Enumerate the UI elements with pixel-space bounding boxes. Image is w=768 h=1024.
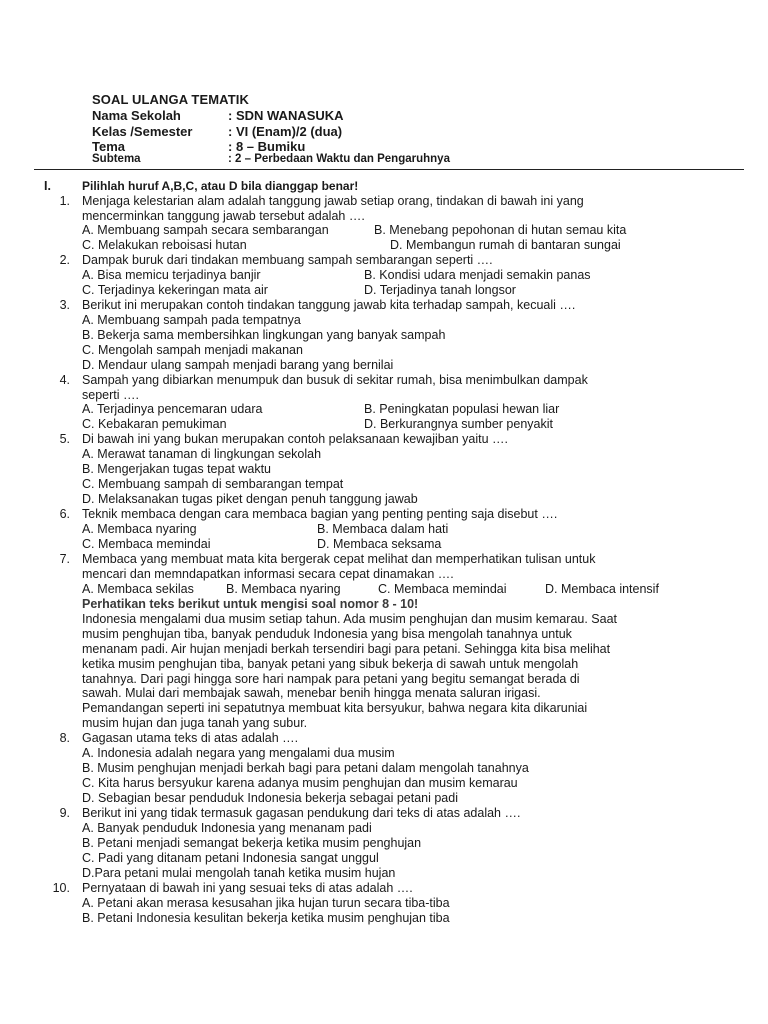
option-d: D. Berkurangnya sumber penyakit: [364, 417, 553, 431]
question-number: 10.: [52, 881, 70, 895]
option-b: B. Musim penghujan menjadi berkah bagi para petani dalam mengolah tanahnya: [82, 761, 529, 775]
option-d: D. Terjadinya tanah longsor: [364, 283, 516, 297]
option-d: D.Para petani mulai mengolah tanah ketika musim hujan: [82, 866, 396, 880]
question-number: 7.: [59, 552, 70, 566]
option-a: A. Banyak penduduk Indonesia yang menanam padi: [82, 821, 372, 835]
question-text: Sampah yang dibiarkan menumpuk dan busuk di sekitar rumah, bisa menimbulkan dampak: [82, 373, 588, 387]
option-d: D. Membangun rumah di bantaran sungai: [390, 238, 621, 252]
option-b: B. Menebang pepohonan di hutan semau kita: [374, 223, 627, 237]
header-label: Subtema: [92, 153, 141, 165]
question-text: Membaca yang membuat mata kita bergerak cepat melihat dan memperhatikan tulisan untuk: [82, 552, 596, 566]
passage-heading: Perhatikan teks berikut untuk mengisi soal nomor 8 - 10!: [82, 597, 419, 611]
section-number: I.: [44, 179, 51, 193]
option-a: A. Terjadinya pencemaran udara: [82, 402, 263, 416]
question-text: mencari dan memndapatkan informasi secara cepat dinamakan ….: [82, 567, 454, 581]
option-b: B. Peningkatan populasi hewan liar: [364, 402, 560, 416]
option-a: A. Membaca sekilas: [82, 582, 194, 596]
question-number: 3.: [59, 298, 70, 312]
option-b: B. Membaca dalam hati: [317, 522, 449, 536]
question-text: Berikut ini yang tidak termasuk gagasan pendukung dari teks di atas adalah ….: [82, 806, 521, 820]
question-number: 8.: [59, 731, 70, 745]
option-a: A. Bisa memicu terjadinya banjir: [82, 268, 261, 282]
question-text: Di bawah ini yang bukan merupakan contoh pelaksanaan kewajiban yaitu ….: [82, 432, 508, 446]
question-number: 5.: [59, 432, 70, 446]
question-text: Gagasan utama teks di atas adalah ….: [82, 731, 299, 745]
option-c: C. Kita harus bersyukur karena adanya musim penghujan dan musim kemarau: [82, 776, 518, 790]
passage-line: tanahnya. Dari pagi hingga sore hari nampak para petani yang begitu semangat berada di: [82, 672, 580, 686]
option-c: C. Kebakaran pemukiman: [82, 417, 227, 431]
option-d: D. Melaksanakan tugas piket dengan penuh tanggung jawab: [82, 492, 418, 506]
option-a: A. Membaca nyaring: [82, 522, 197, 536]
question-text: mencerminkan tanggung jawab tersebut adalah ….: [82, 209, 365, 223]
option-b: B. Kondisi udara menjadi semakin panas: [364, 268, 591, 282]
option-c: C. Padi yang ditanam petani Indonesia sangat unggul: [82, 851, 379, 865]
option-c: C. Terjadinya kekeringan mata air: [82, 283, 268, 297]
document-title: SOAL ULANGA TEMATIK: [92, 92, 249, 107]
option-a: A. Petani akan merasa kesusahan jika hujan turun secara tiba-tiba: [82, 896, 450, 910]
option-b: B. Membaca nyaring: [226, 582, 341, 596]
option-b: B. Bekerja sama membersihkan lingkungan yang banyak sampah: [82, 328, 446, 342]
question-text: seperti ….: [82, 388, 139, 402]
header-value: : VI (Enam)/2 (dua): [228, 124, 343, 139]
question-text: Menjaga kelestarian alam adalah tanggung jawab setiap orang, tindakan di bawah ini yang: [82, 194, 584, 208]
header-divider: [34, 169, 744, 170]
option-a: A. Membuang sampah pada tempatnya: [82, 313, 301, 327]
section-instruction: Pilihlah huruf A,B,C, atau D bila dianggap benar!: [82, 179, 359, 193]
question-text: Teknik membaca dengan cara membaca bagian yang penting penting saja disebut ….: [82, 507, 558, 521]
option-a: A. Indonesia adalah negara yang mengalami dua musim: [82, 746, 395, 760]
question-number: 4.: [59, 373, 70, 387]
option-c: C. Membuang sampah di sembarangan tempat: [82, 477, 344, 491]
header-value: : SDN WANASUKA: [228, 108, 344, 123]
option-b: B. Petani menjadi semangat bekerja ketika musim penghujan: [82, 836, 422, 850]
passage-line: Pemandangan seperti ini sepatutnya membuat kita bersyukur, bahwa negara kita dikaruniai: [82, 701, 588, 715]
passage-line: menanam padi. Air hujan menjadi berkah tersendiri bagi para petani. Sehingga kita bisa melihat: [82, 642, 611, 656]
option-d: D. Sebagian besar penduduk Indonesia bekerja sebagai petani padi: [82, 791, 458, 805]
header-row-subtheme: [92, 153, 450, 165]
question-number: 9.: [59, 806, 70, 820]
question-number: 2.: [59, 253, 70, 267]
header-row-class: [92, 124, 342, 139]
option-c: C. Melakukan reboisasi hutan: [82, 238, 247, 252]
question-text: Berikut ini merupakan contoh tindakan tanggung jawab kita terhadap sampah, kecuali ….: [82, 298, 576, 312]
header-value: : 8 – Bumiku: [228, 139, 306, 154]
question-number: 6.: [59, 507, 70, 521]
option-b: B. Petani Indonesia kesulitan bekerja ketika musim penghujan tiba: [82, 911, 450, 925]
passage-line: Indonesia mengalami dua musim setiap tahun. Ada musim penghujan dan musim kemarau. Saat: [82, 612, 618, 626]
option-d: D. Mendaur ulang sampah menjadi barang yang bernilai: [82, 358, 394, 372]
header-row-school: [92, 108, 344, 123]
option-a: A. Membuang sampah secara sembarangan: [82, 223, 329, 237]
header-label: Kelas /Semester: [92, 124, 193, 139]
question-number: 1.: [59, 194, 70, 208]
passage-line: musim hujan dan juga tanah yang subur.: [82, 716, 308, 730]
passage-line: ketika musim penghujan tiba, banyak petani yang sibuk bekerja di sawah untuk mengolah: [82, 657, 579, 671]
passage-line: musim penghujan tiba, banyak penduduk Indonesia yang bisa mengolah tanahnya untuk: [82, 627, 572, 641]
header-value: : 2 – Perbedaan Waktu dan Pengaruhnya: [228, 153, 450, 165]
question-text: Dampak buruk dari tindakan membuang sampah sembarangan seperti ….: [82, 253, 493, 267]
passage-line: sawah. Mulai dari membajak sawah, menebar benih hingga menata saluran irigasi.: [82, 686, 541, 700]
option-b: B. Mengerjakan tugas tepat waktu: [82, 462, 272, 476]
option-c: C. Membaca memindai: [378, 582, 507, 596]
option-a: A. Merawat tanaman di lingkungan sekolah: [82, 447, 322, 461]
header-row-theme: [92, 139, 305, 154]
option-c: C. Mengolah sampah menjadi makanan: [82, 343, 303, 357]
option-d: D. Membaca seksama: [317, 537, 442, 551]
header-label: Tema: [92, 139, 125, 154]
question-text: Pernyataan di bawah ini yang sesuai teks di atas adalah ….: [82, 881, 413, 895]
option-d: D. Membaca intensif: [545, 582, 659, 596]
option-c: C. Membaca memindai: [82, 537, 211, 551]
header-label: Nama Sekolah: [92, 108, 181, 123]
